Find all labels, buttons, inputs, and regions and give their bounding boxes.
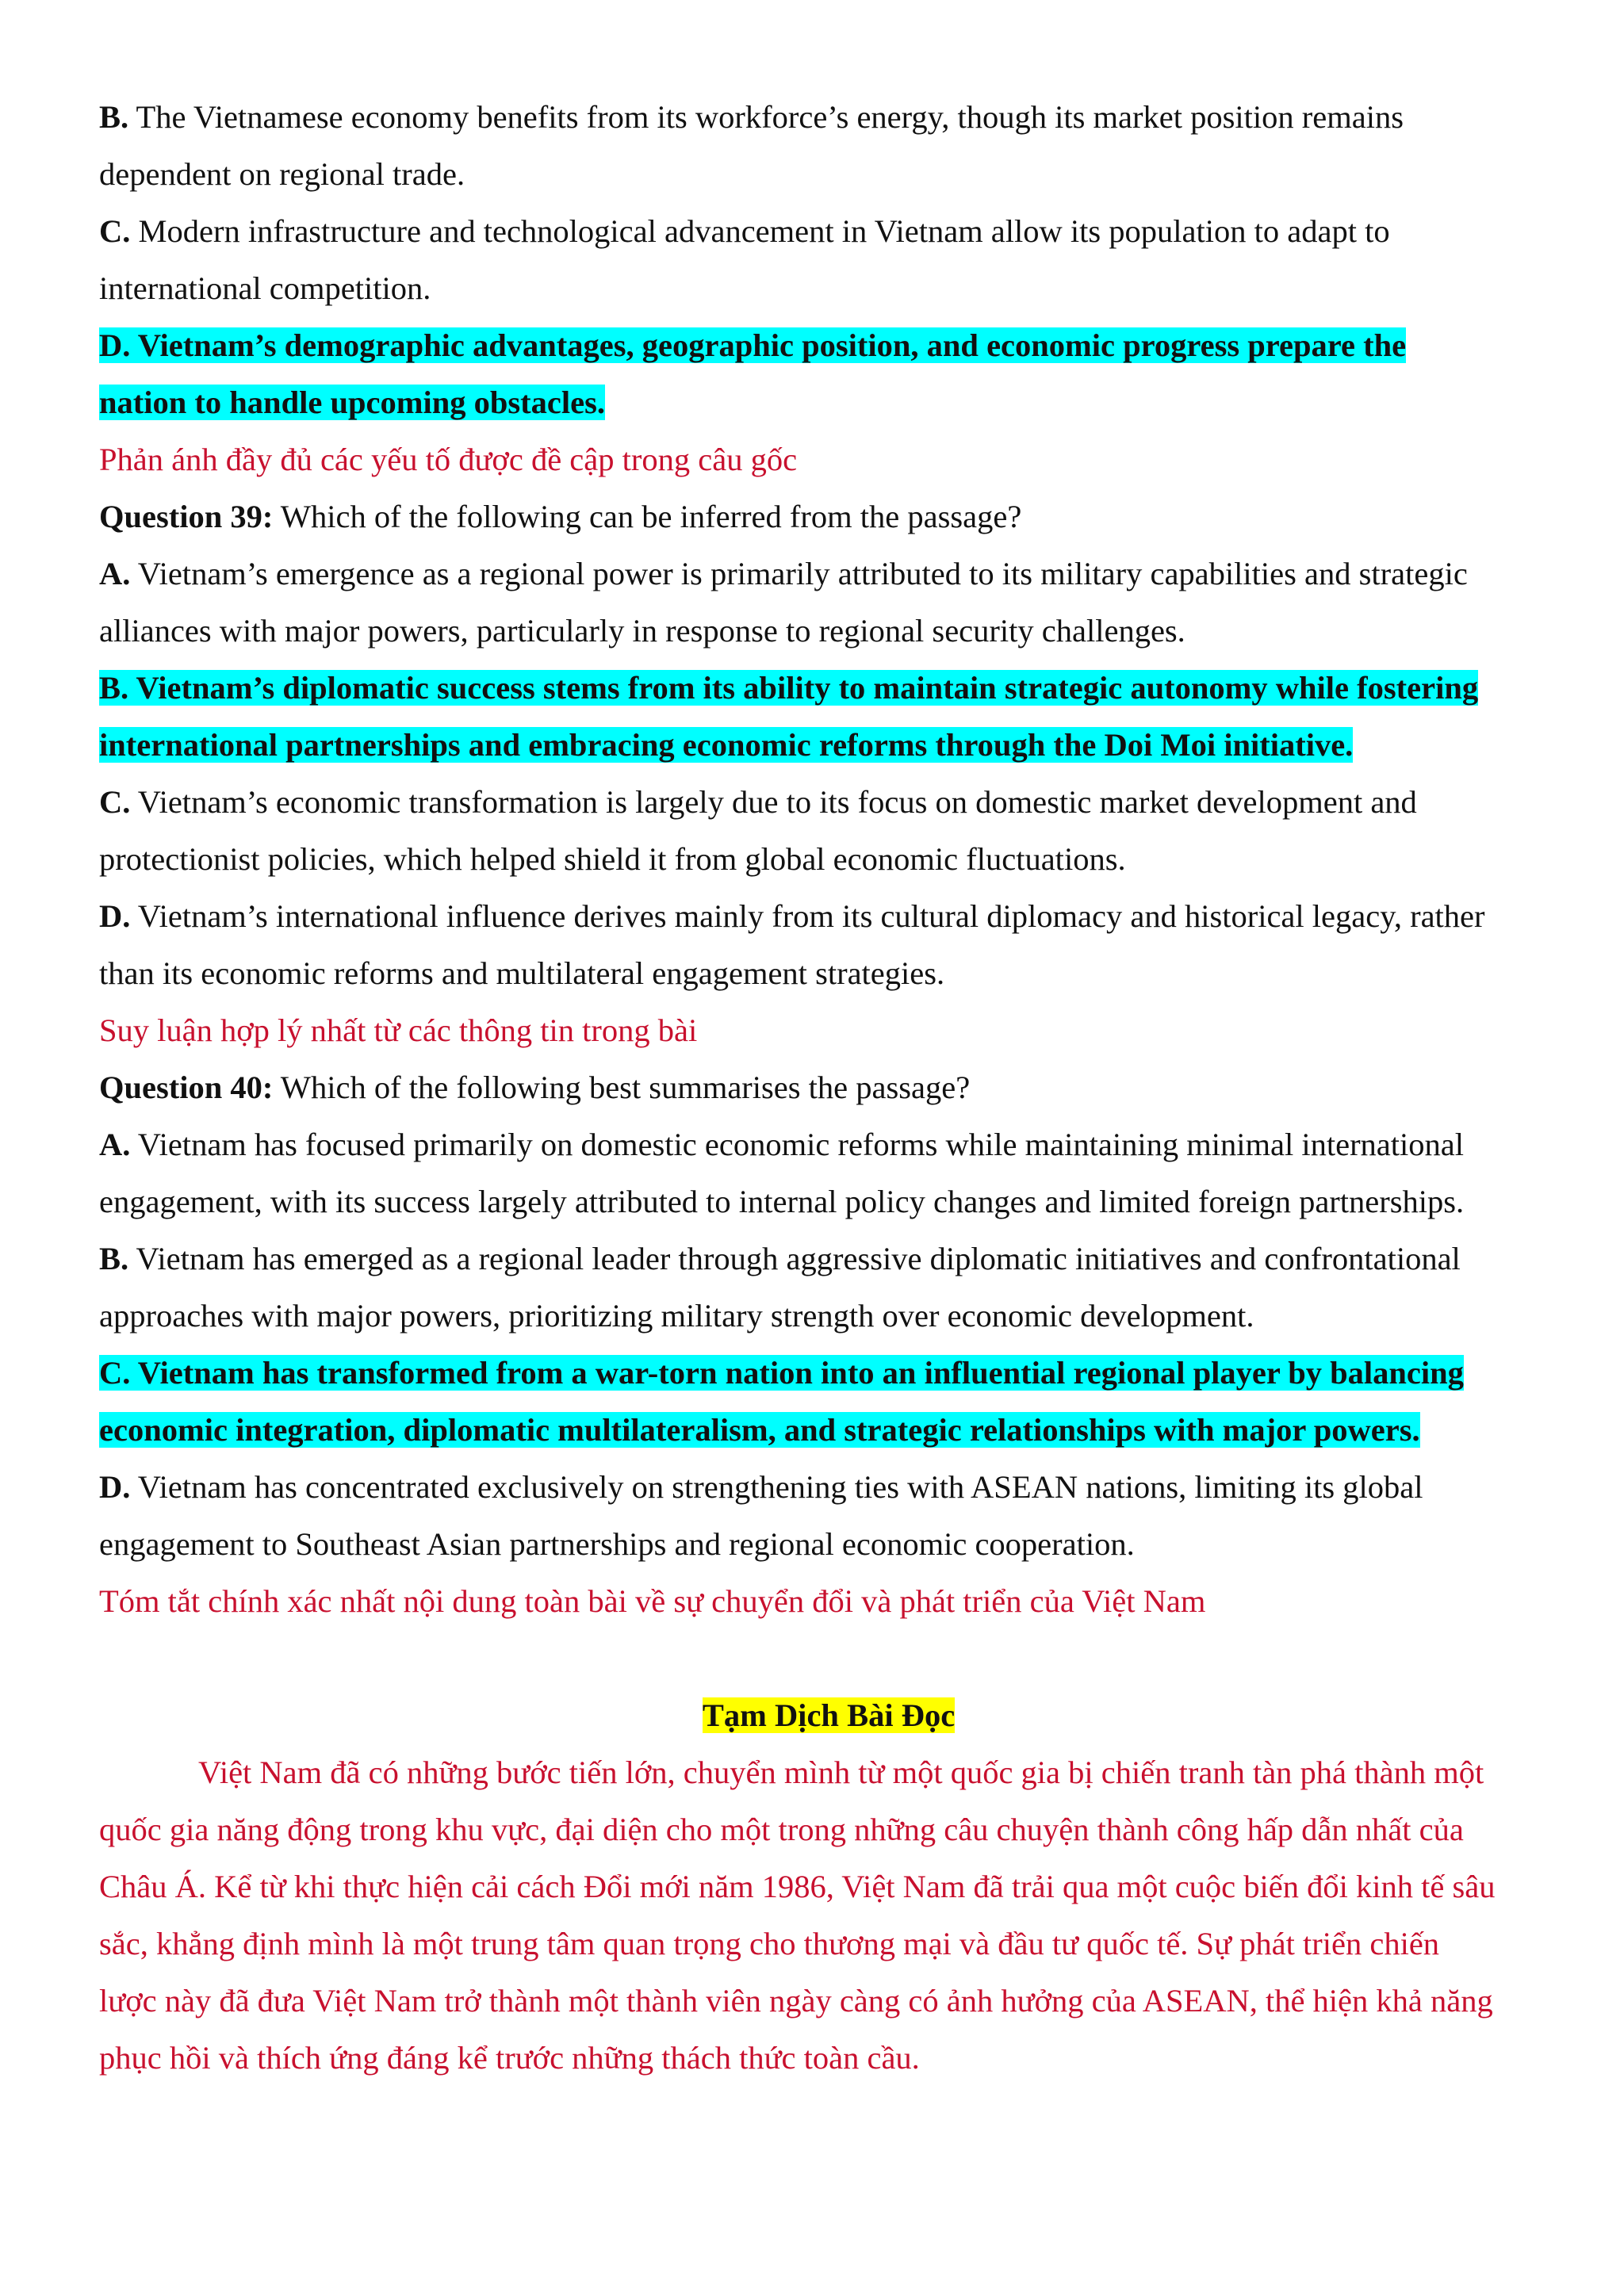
q38-option-d-line1 [99, 317, 1558, 374]
translation-line: sắc, khẳng định mình là một trung tâm quan trọng cho thương mại và đầu tư quốc tế. Sự phát triển chiến [99, 1926, 1440, 1961]
q38-explanation: Phản ánh đầy đủ các yếu tố được đề cập trong câu gốc [99, 442, 798, 477]
option-letter: B. [99, 1241, 129, 1276]
option-text: Vietnam’s economic transformation is largely due to its focus on domestic market development and [130, 784, 1417, 820]
translation-line: quốc gia năng động trong khu vực, đại diện cho một trong những câu chuyện thành công hấp dẫn nhất của [99, 1812, 1464, 1847]
correct-answer-highlight: B. Vietnam’s diplomatic success stems from its ability to maintain strategic autonomy while fostering [99, 670, 1479, 706]
q38-option-b-line1 [99, 89, 1558, 146]
option-letter: C. [99, 784, 131, 820]
translation-line: Việt Nam đã có những bước tiến lớn, chuyển mình từ một quốc gia bị chiến tranh tàn phá thành một [198, 1755, 1484, 1790]
q40-option-b-line1 [99, 1230, 1558, 1288]
option-text: The Vietnamese economy benefits from its workforce’s energy, though its market position remains [128, 99, 1404, 135]
correct-answer-highlight: C. Vietnam has transformed from a war-torn nation into an influential regional player by balancing [99, 1355, 1464, 1391]
correct-answer-highlight: economic integration, diplomatic multilateralism, and strategic relationships with major powers. [99, 1412, 1420, 1448]
correct-answer-highlight: D. Vietnam’s demographic advantages, geographic position, and economic progress prepare the [99, 327, 1407, 363]
q39-option-b-line2 [99, 717, 1558, 774]
q40-explanation: Tóm tắt chính xác nhất nội dung toàn bài về sự chuyển đổi và phát triển của Việt Nam [99, 1583, 1206, 1619]
option-letter: A. [99, 556, 131, 591]
q40-option-d-line1 [99, 1459, 1558, 1516]
option-letter: D. [99, 1469, 131, 1505]
q39-explanation: Suy luận hợp lý nhất từ các thông tin trong bài [99, 1012, 698, 1048]
q39-option-c-line1 [99, 774, 1558, 831]
question-stem: Which of the following can be inferred from the passage? [273, 499, 1022, 534]
translation-heading: Tạm Dịch Bài Đọc [702, 1697, 956, 1733]
translation-heading-row [99, 1687, 1558, 1744]
q39-option-d-line2: than its economic reforms and multilateral engagement strategies. [99, 955, 945, 991]
q40-option-a-line2: engagement, with its success largely attributed to internal policy changes and limited foreign partnerships. [99, 1184, 1465, 1219]
correct-answer-highlight: nation to handle upcoming obstacles. [99, 385, 605, 420]
q39-option-c-line2: protectionist policies, which helped shield it from global economic fluctuations. [99, 841, 1126, 877]
option-letter: B. [99, 99, 129, 135]
option-text: Vietnam has concentrated exclusively on strengthening ties with ASEAN nations, limiting its global [130, 1469, 1423, 1505]
correct-answer-highlight: international partnerships and embracing economic reforms through the Doi Moi initiative. [99, 727, 1354, 763]
q40-option-d-line2: engagement to Southeast Asian partnerships and regional economic cooperation. [99, 1526, 1135, 1562]
q40-option-c-line1 [99, 1345, 1558, 1402]
q39-option-d-line1 [99, 888, 1558, 945]
option-letter: D. [99, 898, 131, 934]
question-label: Question 40: [99, 1070, 274, 1105]
question-stem: Which of the following best summarises the passage? [273, 1070, 971, 1105]
section-spacer [99, 1630, 1558, 1687]
q40-question [99, 1059, 1558, 1116]
q38-option-b-line2: dependent on regional trade. [99, 156, 465, 192]
q40-option-b-line2: approaches with major powers, prioritizing military strength over economic development. [99, 1298, 1254, 1334]
q40-option-a-line1 [99, 1116, 1558, 1173]
q39-option-b-line1 [99, 660, 1558, 717]
question-label: Question 39: [99, 499, 274, 534]
translation-line: lược này đã đưa Việt Nam trở thành một thành viên ngày càng có ảnh hưởng của ASEAN, thể hiện khả năng [99, 1983, 1493, 2019]
translation-line: phục hồi và thích ứng đáng kể trước những thách thức toàn cầu. [99, 2040, 920, 2076]
q39-option-a-line1 [99, 545, 1558, 603]
option-text: Modern infrastructure and technological advancement in Vietnam allow its population to adapt to [130, 213, 1390, 249]
q40-option-c-line2 [99, 1402, 1558, 1459]
q38-option-c-line2: international competition. [99, 270, 431, 306]
option-text: Vietnam has emerged as a regional leader through aggressive diplomatic initiatives and confrontational [128, 1241, 1461, 1276]
document-page [99, 89, 1558, 2087]
option-text: Vietnam has focused primarily on domestic economic reforms while maintaining minimal international [130, 1127, 1465, 1162]
translation-line: Châu Á. Kể từ khi thực hiện cải cách Đổi mới năm 1986, Việt Nam đã trải qua một cuộc biến đổi kinh tế sâu [99, 1869, 1496, 1904]
q38-option-d-line2 [99, 374, 1558, 431]
option-letter: A. [99, 1127, 131, 1162]
option-text: Vietnam’s international influence derives mainly from its cultural diplomacy and historical legacy, rather [130, 898, 1485, 934]
q39-question [99, 488, 1558, 545]
q38-option-c-line1 [99, 203, 1558, 260]
q39-option-a-line2: alliances with major powers, particularly in response to regional security challenges. [99, 613, 1185, 649]
option-text: Vietnam’s emergence as a regional power is primarily attributed to its military capabilities and strategic [130, 556, 1468, 591]
option-letter: C. [99, 213, 131, 249]
